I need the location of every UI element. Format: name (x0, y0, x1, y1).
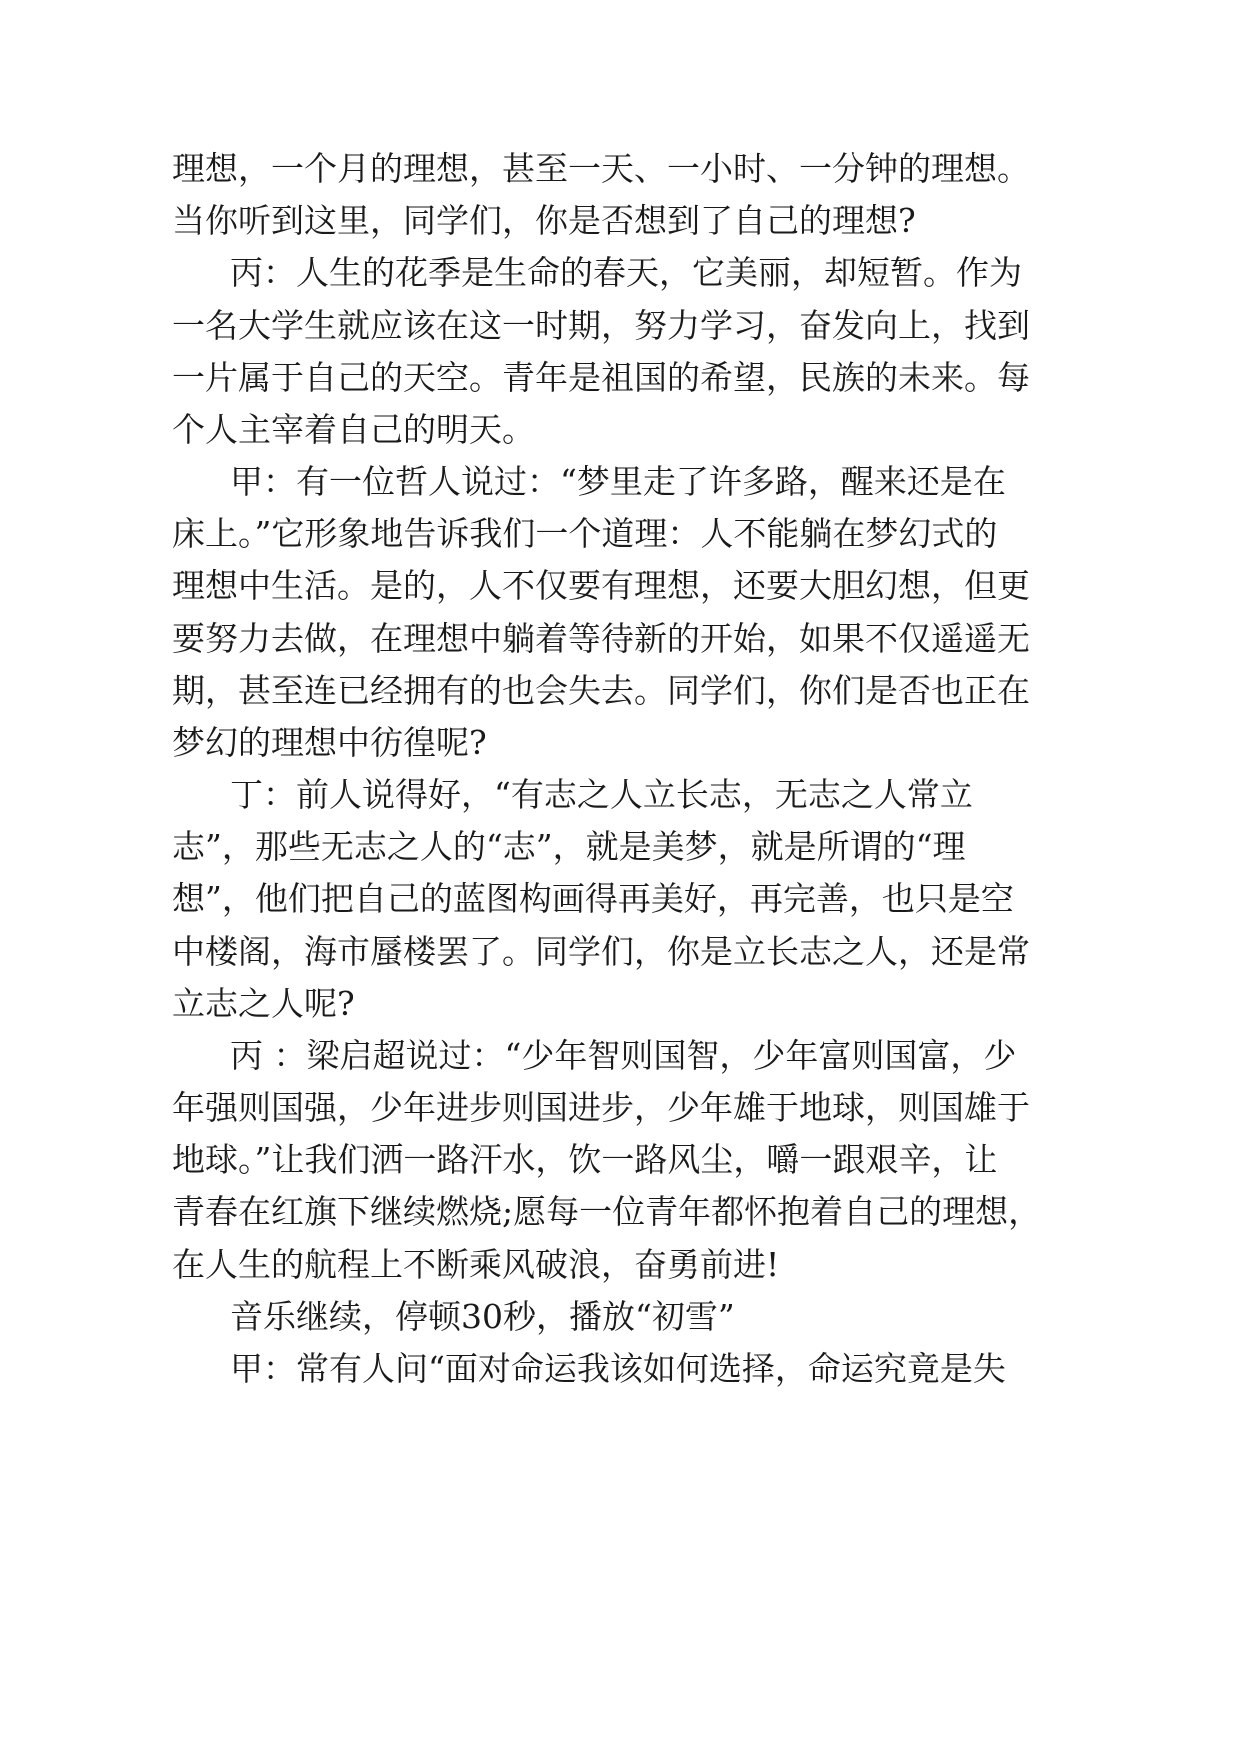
text-line (0, 504, 1241, 564)
text-line (0, 191, 1241, 251)
text-line-content: 梦幻的理想中彷徨呢? (172, 723, 487, 762)
text-line-content: 青春在红旗下继续燃烧;愿每一位青年都怀抱着自己的理想， (172, 1192, 1042, 1231)
text-line-content: 一名大学生就应该在这一时期，努力学习，奋发向上，找到 (172, 306, 1030, 345)
text-line (0, 817, 1241, 877)
text-line (0, 869, 1241, 929)
text-line (0, 765, 1241, 825)
text-line-content: 理想中生活。是的，人不仅要有理想，还要大胆幻想，但更 (172, 566, 1030, 605)
text-line-content: 要努力去做，在理想中躺着等待新的开始，如果不仅遥遥无 (172, 619, 1030, 658)
text-line (0, 922, 1241, 982)
text-line-content: 志”，那些无志之人的“志”，就是美梦，就是所谓的“理 (172, 827, 966, 866)
text-line (0, 1130, 1241, 1190)
text-line-content: 个人主宰着自己的明天。 (172, 410, 535, 449)
text-line-content: 年强则国强，少年进步则国进步，少年雄于地球，则国雄于 (172, 1088, 1030, 1127)
text-line (0, 661, 1241, 721)
text-line-content: 甲：常有人问“面对命运我该如何选择，命运究竟是失 (230, 1349, 1006, 1388)
text-line-content: 丁：前人说得好，“有志之人立长志，无志之人常立 (230, 775, 973, 814)
text-line (0, 452, 1241, 512)
text-line-content: 理想，一个月的理想，甚至一天、一小时、一分钟的理想。 (172, 149, 1030, 188)
text-line-content: 立志之人呢? (172, 984, 355, 1023)
text-line (0, 1339, 1241, 1399)
text-line (0, 1182, 1241, 1242)
text-line-content: 地球。”让我们洒一路汗水，饮一路风尘，嚼一跟艰辛，让 (172, 1140, 998, 1179)
text-line (0, 1026, 1241, 1086)
text-line-content: 在人生的航程上不断乘风破浪，奋勇前进! (172, 1245, 780, 1284)
text-line (0, 974, 1241, 1034)
text-line-content: 床上。”它形象地告诉我们一个道理：人不能躺在梦幻式的 (172, 514, 998, 553)
text-line-content: 期，甚至连已经拥有的也会失去。同学们，你们是否也正在 (172, 671, 1030, 710)
text-line (0, 609, 1241, 669)
text-line-content: 丙：人生的花季是生命的春天，它美丽，却短暂。作为 (230, 253, 1022, 292)
text-line (0, 296, 1241, 356)
text-line-content: 中楼阁，海市蜃楼罢了。同学们，你是立长志之人，还是常 (172, 932, 1030, 971)
text-line (0, 1078, 1241, 1138)
text-line-content: 甲：有一位哲人说过：“梦里走了许多路，醒来还是在 (230, 462, 1006, 501)
text-line-content: 当你听到这里，同学们，你是否想到了自己的理想? (172, 201, 916, 240)
text-line (0, 713, 1241, 773)
text-line (0, 243, 1241, 303)
text-line-content: 丙 ：梁启超说过：“少年智则国智，少年富则国富，少 (230, 1036, 1017, 1075)
text-line-content: 想”，他们把自己的蓝图构画得再美好，再完善，也只是空 (172, 879, 1014, 918)
text-line-content: 一片属于自己的天空。青年是祖国的希望，民族的未来。每 (172, 358, 1030, 397)
text-line (0, 348, 1241, 408)
text-line (0, 139, 1241, 199)
text-line-content: 音乐继续，停顿30秒，播放“初雪” (230, 1297, 735, 1336)
text-line (0, 556, 1241, 616)
text-line (0, 400, 1241, 460)
text-line (0, 1287, 1241, 1347)
text-line (0, 1235, 1241, 1295)
